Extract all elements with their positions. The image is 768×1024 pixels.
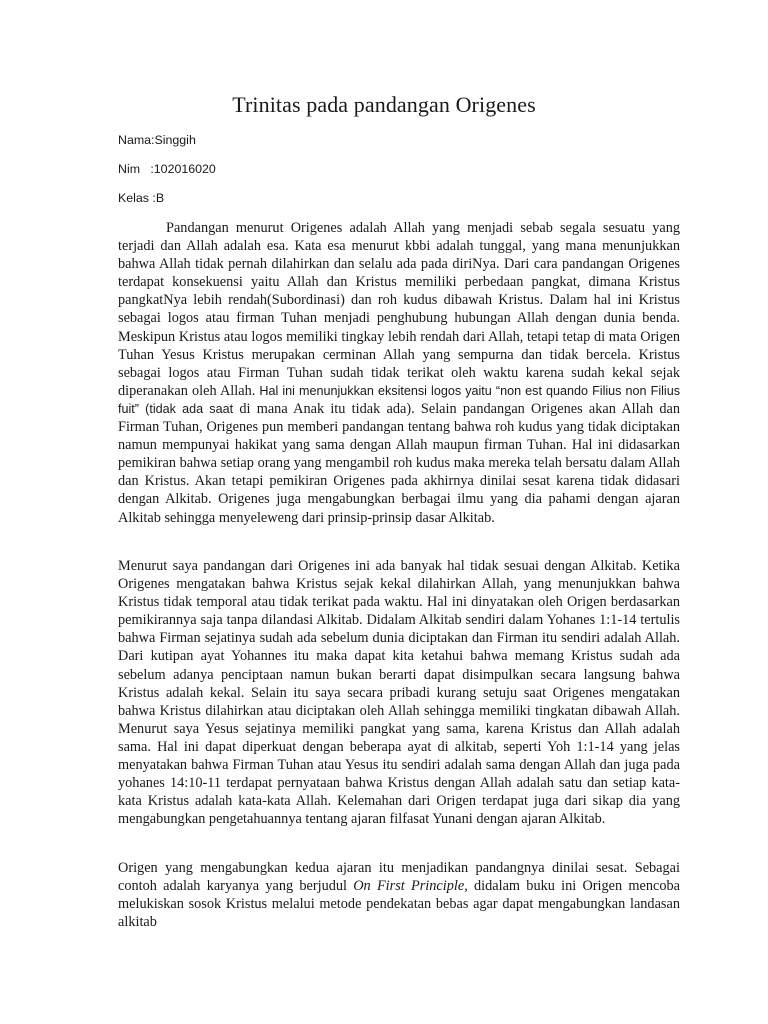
student-nim: Nim :102016020: [118, 162, 216, 176]
paragraph-1-quote: Hal ini menunjukkan eksitensi logos yaitu “non est quando Filius non Filius fuit” (tidak ada saat: [118, 383, 681, 416]
paragraph-1: [118, 219, 680, 527]
paragraph-3-text-a: Origen yang mengabungkan kedua ajaran itu menjadikan pandangnya dinilai sesat. Sebagai contoh adalah karyanya yang berjudul: [118, 860, 680, 895]
paragraph-1-text-a: Pandangan menurut Origenes adalah Allah yang menjadi sebab segala sesuatu yang terjadi dan Allah adalah esa. Kata esa menurut kbbi adalah tunggal, yang mana menunjukkan bahwa Allah tidak pernah dilahirkan dan selalu ada pada diriNya. Dari cara pandangan Origenes terdapat konsekuensi yaitu Allah dan Kristus memiliki perbedaan pangkat, dimana Kristus pangkatNya lebih rendah(Subordinasi) dan roh kudus dibawah Kristus. Dalam hal ini Kristus sebagai logos atau firman Tuhan menjadi penghubung hubungan Allah dengan dunia benda. Meskipun Kristus atau logos memiliki tingkay lebih rendah dari Allah, tetapi tetap di mata Origen Tuhan Yesus Kristus merupakan cerminan Allah yang sempurna dan tidak bercela. Kristus sebagai logos atau Firman Tuhan sudah tidak terikat oleh waktu karena sudah kekal sejak diperanakan oleh Allah.: [118, 220, 680, 399]
book-title: On First Principle,: [353, 878, 468, 895]
paragraph-2: Menurut saya pandangan dari Origenes ini ada banyak hal tidak sesuai dengan Alkitab. Ketika Origenes mengatakan bahwa Kristus sejak kekal dilahirkan Allah, yang menunjukkan bahwa Kristus tidak temporal atau tidak terikat pada waktu. Hal ini dinyatakan oleh Origen berdasarkan pemikirannya saja tanpa dilandasi Alkitab. Didalam Alkitab sendiri dalam Yohanes 1:1-14 tertulis bahwa Firman sejatinya sudah ada sebelum dunia diciptakan dan Firman itu sendiri adalah Allah. Dari kutipan ayat Yohannes itu maka dapat kita ketahui bahwa memang Kristus sudah ada sebelum adanya penciptaan namun bukan berarti dapat disimpulkan secara langsung bahwa Kristus adalah kekal. Selain itu saya secara pribadi kurang setuju saat Origenes mengatakan bahwa Kristus dilahirkan atau diciptakan oleh Allah sehingga memiliki tingkatan dibawah Allah. Menurut saya Yesus sejatinya memiliki pangkat yang sama, karena Kristus dan Allah adalah sama. Hal ini dapat diperkuat dengan beberapa ayat di alkitab, seperti Yoh 1:1-14 yang jelas menyatakan bahwa Firman Tuhan atau Yesus itu sendiri adalah sama dengan Allah dan juga pada yohanes 14:10-11 terdapat pernyataan bahwa Kristus dengan Allah adalah satu dan setiap kata-kata Kristus adalah kata-kata Allah. Kelemahan dari Origen terdapat juga dari sikap dia yang mengabungkan pengetahuannya tentang ajaran filfasat Yunani dengan ajaran Alkitab.: [118, 558, 680, 828]
paragraph-3-text-b: didalam buku ini Origen mencoba melukiskan sosok Kristus melalui metode pendekatan bebas agar dapat mengabungkan landasan alkitab: [118, 878, 680, 931]
paragraph-3: [118, 859, 680, 931]
student-class: Kelas :B: [118, 191, 165, 205]
paragraph-1-text-b: di mana Anak itu tidak ada). Selain pandangan Origenes akan Allah dan Firman Tuhan, Origenes pun memberi pandangan tentang bahwa roh kudus yang tidak diciptakan namun mempunyai hakikat yang sama dengan Allah maupun firman Tuhan. Hal ini didasarkan pemikiran bahwa setiap orang yang mengambil roh kudus maka mereka telah bersatu dalam Allah dan Kristus. Akan tetapi pemikiran Origenes pada akhirnya dinilai sesat karena tidak didasari dengan Alkitab. Origenes juga mengabungkan berbagai ilmu yang dia pahami dengan ajaran Alkitab sehingga menyeleweng dari prinsip-prinsip dasar Alkitab.: [118, 400, 680, 526]
document-title: Trinitas pada pandangan Origenes: [232, 92, 536, 117]
student-name: Nama:Singgih: [118, 133, 196, 147]
